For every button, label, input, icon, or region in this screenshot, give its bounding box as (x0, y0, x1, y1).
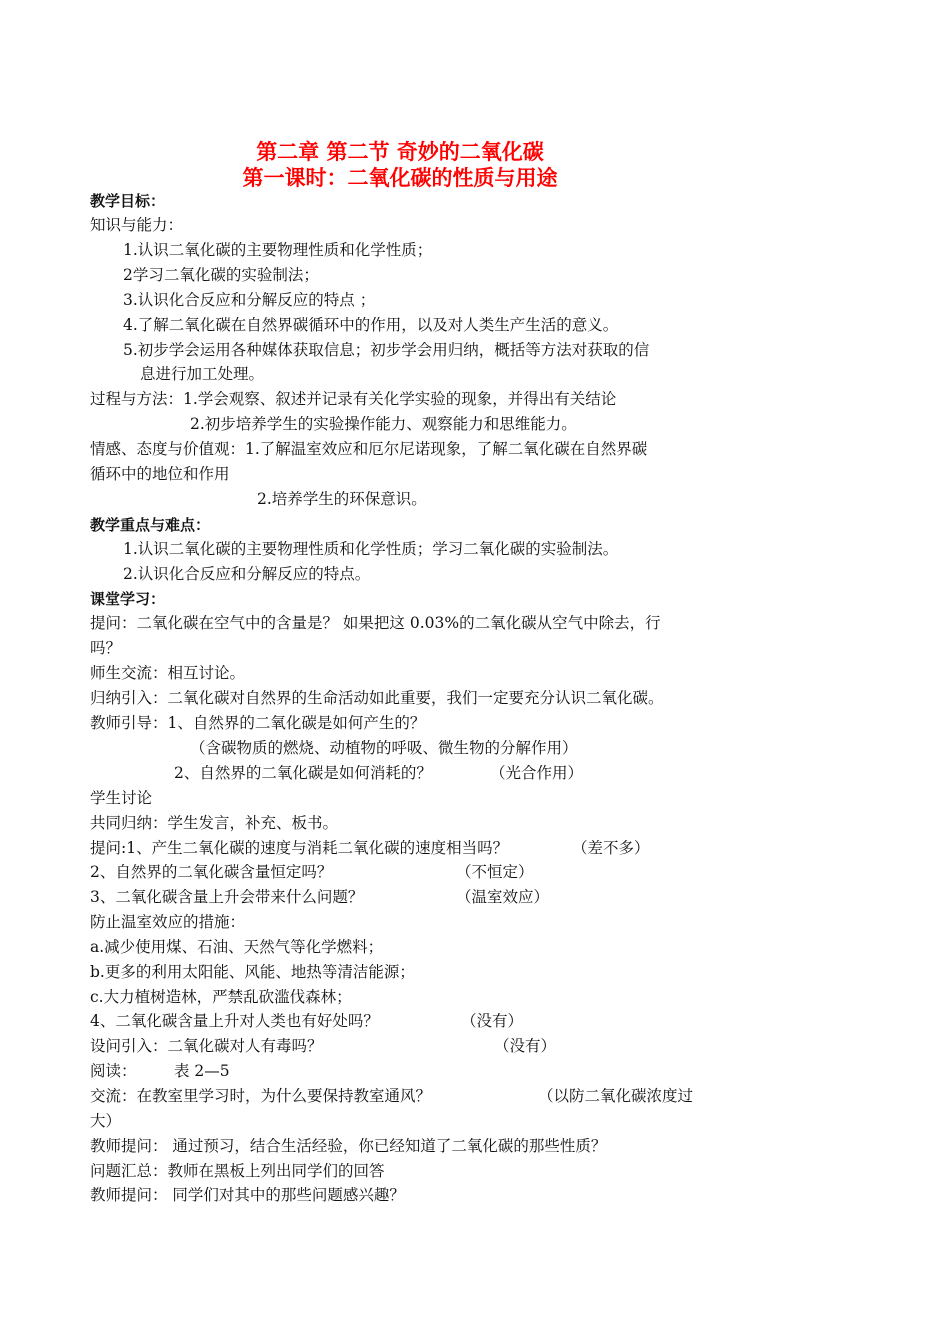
question-4: 4、二氧化碳含量上升对人类也有好处吗？ (90, 1012, 379, 1030)
knowledge-label: 知识与能力： (90, 216, 184, 234)
discussion-line: 师生交流：相互讨论。 (90, 664, 246, 682)
reading-label: 阅读： (90, 1062, 137, 1080)
process-method-2: 2.初步培养学生的实验操作能力、观察能力和思维能力。 (190, 415, 577, 433)
emotion-1: 情感、态度与价值观：1.了解温室效应和厄尔尼诺现象，了解二氧化碳在自然界碳 (90, 440, 648, 458)
process-method-1: 过程与方法：1.学会观察、叙述并记录有关化学实验的现象，并得出有关结论 (90, 390, 617, 408)
prevention-c: c.大力植树造林，严禁乱砍滥伐森林； (90, 988, 352, 1006)
keypoint-1: 1.认识二氧化碳的主要物理性质和化学性质；学习二氧化碳的实验制法。 (123, 540, 619, 558)
knowledge-item-2: 2学习二氧化碳的实验制法； (123, 266, 319, 284)
question-2: 2、自然界的二氧化碳含量恒定吗？ (90, 863, 333, 881)
exchange-question: 交流：在教室里学习时，为什么要保持教室通风？ (90, 1087, 432, 1105)
knowledge-item-1: 1.认识二氧化碳的主要物理性质和化学性质； (123, 241, 433, 259)
induction-line: 归纳引入：二氧化碳对自然界的生命活动如此重要，我们一定要充分认识二氧化碳。 (90, 689, 664, 707)
teacher-guide-1: 教师引导：1、自然界的二氧化碳是如何产生的？ (90, 714, 426, 732)
question-3: 3、二氧化碳含量上升会带来什么问题？ (90, 888, 364, 906)
question-co2-content-cont: 吗？ (90, 639, 122, 657)
classroom-heading: 课堂学习： (90, 590, 166, 608)
objectives-heading: 教学目标： (90, 192, 166, 210)
keypoint-2: 2.认识化合反应和分解反应的特点。 (123, 565, 371, 583)
prevention-b: b.更多的利用太阳能、风能、地热等清洁能源； (90, 963, 415, 981)
question-co2-content: 提问：二氧化碳在空气中的含量是？ 如果把这 0.03%的二氧化碳从空气中除去，行 (90, 614, 661, 632)
joint-summary: 共同归纳：学生发言，补充、板书。 (90, 814, 339, 832)
student-discussion: 学生讨论 (90, 789, 153, 807)
emotion-2: 2.培养学生的环保意识。 (257, 490, 427, 508)
answer-toxic: （没有） (494, 1037, 557, 1055)
question-1: 提问:1、产生二氧化碳的速度与消耗二氧化碳的速度相当吗？ (90, 839, 509, 857)
knowledge-item-3: 3.认识化合反应和分解反应的特点 ； (123, 291, 376, 309)
chapter-title: 第二章 第二节 奇妙的二氧化碳 (256, 140, 544, 164)
question-toxic: 设问引入：二氧化碳对人有毒吗？ (90, 1037, 323, 1055)
answer-1: （差不多） (572, 839, 650, 857)
knowledge-item-5: 5.初步学会运用各种媒体获取信息；初步学会用归纳，概括等方法对获取的信 (123, 341, 650, 359)
teacher-guide-1-answer: （含碳物质的燃烧、动植物的呼吸、微生物的分解作用） (190, 739, 578, 757)
knowledge-item-5-cont: 息进行加工处理。 (140, 365, 265, 383)
prevention-a: a.减少使用煤、石油、天然气等化学燃料； (90, 938, 384, 956)
answer-3: （温室效应） (456, 888, 550, 906)
teacher-guide-2-answer: （光合作用） (490, 764, 584, 782)
keypoints-heading: 教学重点与难点： (90, 516, 211, 534)
answer-2: （不恒定） (456, 863, 534, 881)
lesson-title: 第一课时：二氧化碳的性质与用途 (242, 166, 558, 190)
teacher-guide-2: 2、自然界的二氧化碳是如何消耗的？ (174, 764, 432, 782)
reading-table: 表 2—5 (174, 1062, 230, 1080)
knowledge-item-4: 4.了解二氧化碳在自然界碳循环中的作用，以及对人类生产生活的意义。 (123, 316, 619, 334)
exchange-answer: （以防二氧化碳浓度过 (538, 1087, 694, 1105)
question-summary: 问题汇总：教师在黑板上列出同学们的回答 (90, 1162, 385, 1180)
answer-4: （没有） (461, 1012, 524, 1030)
prevention-heading: 防止温室效应的措施： (90, 913, 246, 931)
emotion-1-cont: 循环中的地位和作用 (90, 465, 230, 483)
teacher-question-1: 教师提问： 通过预习，结合生活经验，你已经知道了二氧化碳的那些性质？ (90, 1137, 607, 1155)
exchange-answer-cont: 大） (90, 1112, 122, 1130)
teacher-question-2: 教师提问： 同学们对其中的那些问题感兴趣？ (90, 1186, 405, 1204)
